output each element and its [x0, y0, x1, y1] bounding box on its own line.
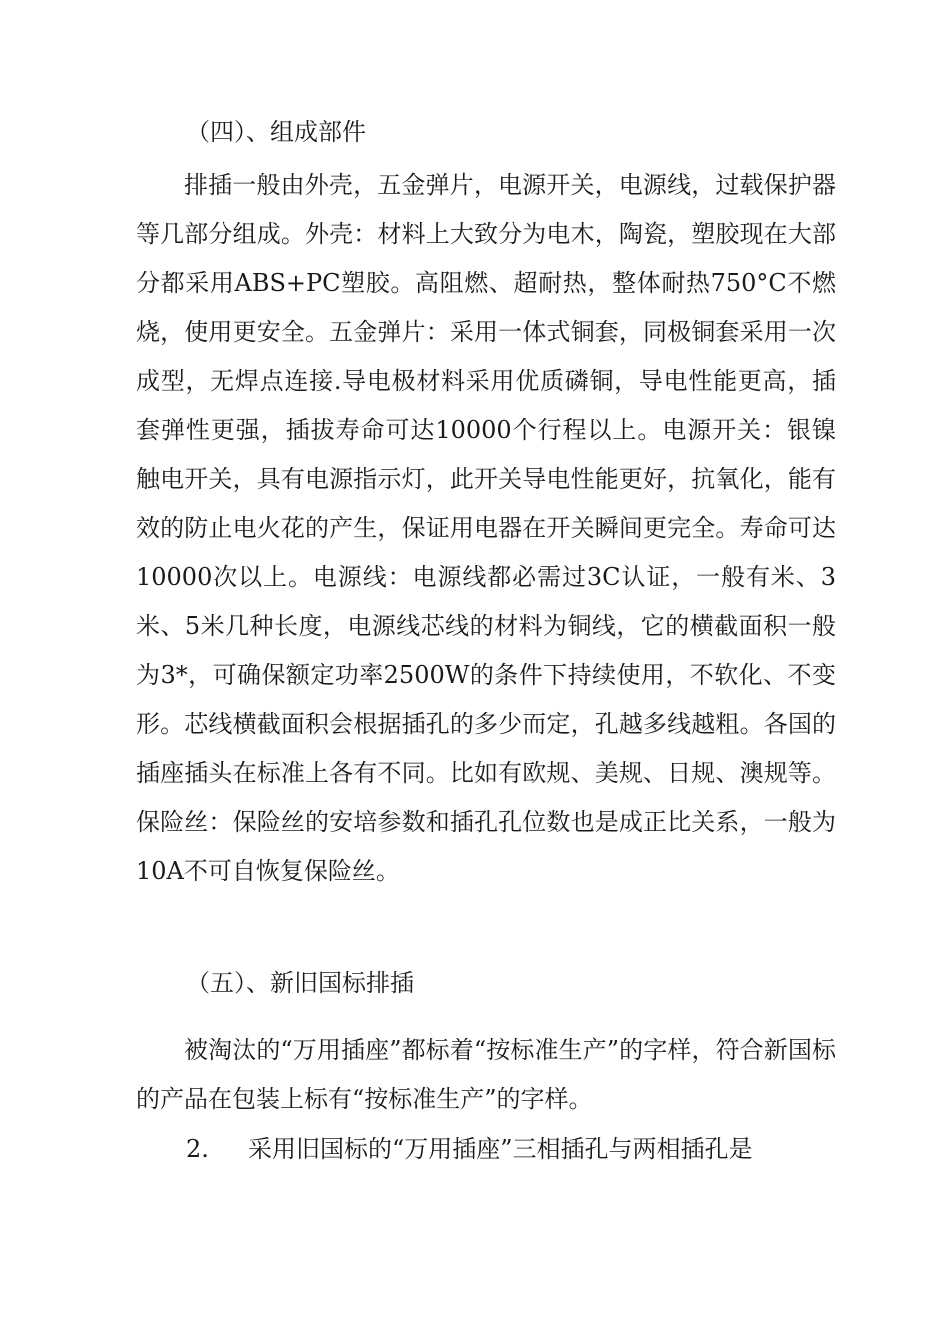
components-paragraph: 排插一般由外壳，五金弹片，电源开关，电源线，过载保护器等几部分组成。外壳：材料上大致分为电木，陶瓷，塑胶现在大部分都采用ABS+PC塑胶。高阻燃、超耐热，整体耐热750°C不燃烧，使用更安全。五金弹片：采用一体式铜套，同极铜套采用一次成型，无焊点连接.导电极材料采用优质磷铜，导电性能更高，插套弹性更强，插拔寿命可达10000个行程以上。电源开关：银镍触电开关，具有电源指示灯，此开关导电性能更好，抗氧化，能有效的防止电火花的产生，保证用电器在开关瞬间更完全。寿命可达10000次以上。电源线：电源线都必需过3C认证，一般有米、3米、5米几种长度，电源线芯线的材料为铜线，它的横截面积一般为3*，可确保额定功率2500W的条件下持续使用，不软化、不变形。芯线横截面积会根据插孔的多少而定，孔越多线越粗。各国的插座插头在标准上各有不同。比如有欧规、美规、日规、澳规等。保险丝：保险丝的安培参数和插孔孔位数也是成正比关系，一般为10A不可自恢复保险丝。 [136, 171, 836, 885]
section-heading-components: （四）、组成部件 [186, 118, 366, 146]
list-item-text: 采用旧国标的“万用插座”三相插孔与两相插孔是 [248, 1135, 753, 1163]
list-item-2 [186, 1134, 753, 1164]
standard-paragraph: 被淘汰的“万用插座”都标着“按标准生产”的字样，符合新国标的产品在包装上标有“按标准生产”的字样。 [136, 1036, 836, 1113]
list-item-number: 2. [186, 1135, 209, 1163]
section-heading-old-new-standard: （五）、新旧国标排插 [186, 969, 414, 997]
